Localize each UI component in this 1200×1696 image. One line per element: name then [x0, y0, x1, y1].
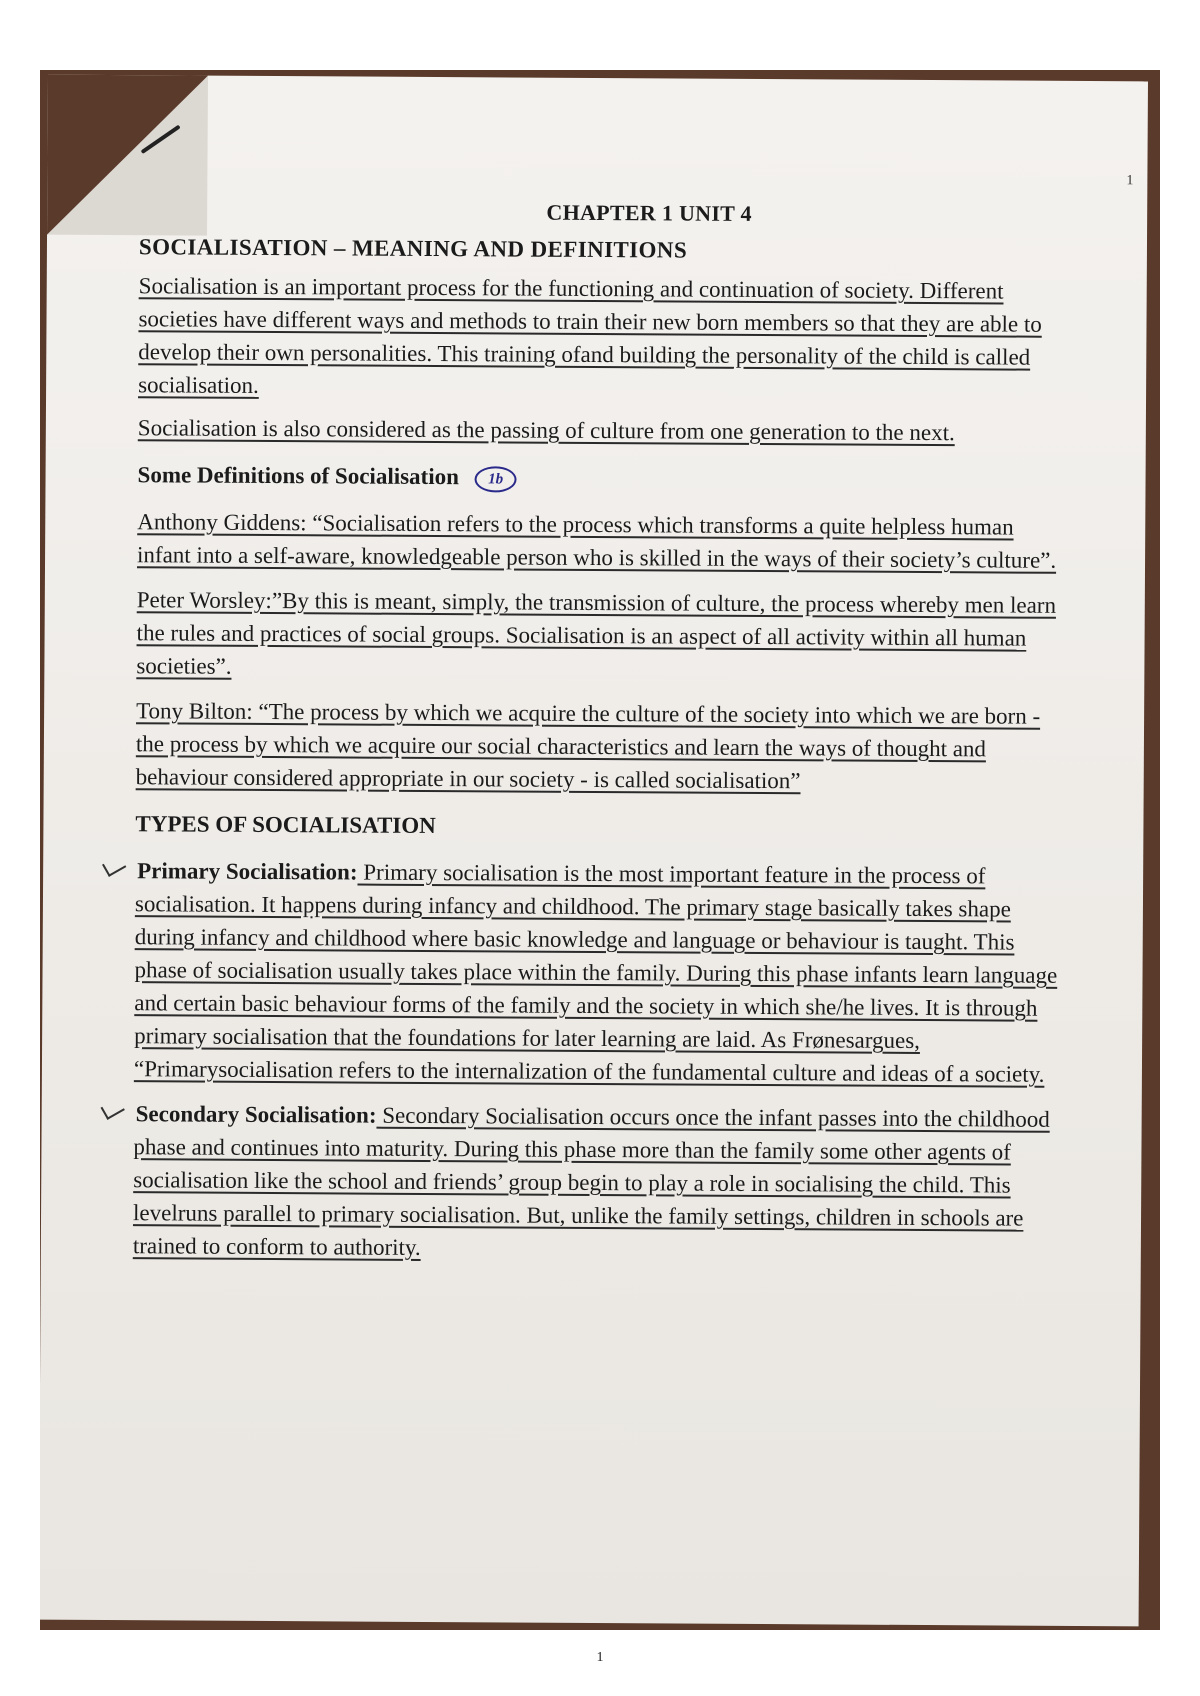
page-number-top: 1 — [1126, 173, 1134, 189]
definition-giddens: Anthony Giddens: “Socialisation refers to the process which transforms a quite helpless human infant into a self-aware, knowledgeable person who is skilled in the ways of their society’s culture”. — [137, 509, 1057, 573]
intro-paragraph-2: Socialisation is also considered as the passing of culture from one generation to the next. — [137, 415, 955, 446]
intro-paragraph-1: Socialisation is an important process for the functioning and continuation of society. Different societies have different ways and methods to train their new born members so that they are able to develop their own personalities. This training ofand building the personality of the child is called socialisation. — [138, 273, 1042, 398]
secondary-socialisation — [133, 1097, 1064, 1268]
page-title: SOCIALISATION – MEANING AND DEFINITIONS — [138, 234, 688, 263]
primary-socialisation — [134, 854, 1065, 1091]
types-heading: TYPES OF SOCIALISATION — [135, 811, 436, 839]
chapter-label: CHAPTER 1 UNIT 4 — [546, 199, 752, 226]
check-mark-icon — [102, 855, 126, 877]
page-number-bottom: 1 — [596, 1650, 604, 1665]
primary-term: Primary Socialisation: — [137, 858, 358, 885]
definitions-heading-text: Some Definitions of Socialisation — [137, 462, 460, 490]
document-sheet — [40, 75, 1148, 1627]
photo-background — [40, 70, 1160, 1630]
secondary-text: Secondary Socialisation occurs once the infant passes into the childhood phase and continues into maturity. During this phase more than the family some other agents of socialisation like the school and friends’ group begin to play a role in socialising the child. This levelruns parallel to primary socialisation. But, unlike the family settings, children in schools are trained to conform to authority. — [132, 1102, 1050, 1260]
primary-text: Primary socialisation is the most important feature in the process of socialisation. It happens during infancy and childhood. The primary stage basically takes shape during infancy and childhood where basic knowledge and language or behaviour is taught. This phase of socialisation usually takes place within the family. During this phase infants learn language and certain basic behaviour forms of the family and the society in which she/he lives. It is through primary socialisation that the foundations for later learning are laid. As Frønesargues, “Primarysocialisation refers to the internalization of the fundamental culture and ideas of a society. — [133, 859, 1058, 1087]
definition-bilton: Tony Bilton: “The process by which we acquire the culture of the society into which we are born - the process by which we acquire our social characteristics and learn the ways of thought and behaviour considered appropriate in our society - is called socialisation” — [135, 698, 1041, 794]
page-content — [133, 193, 1070, 1280]
definition-worsley: Peter Worsley:”By this is meant, simply, the transmission of culture, the process whereby men learn the rules and practices of social groups. Socialisation is an aspect of all activity within all human societies”. — [136, 587, 1057, 679]
check-mark-icon — [101, 1098, 125, 1120]
handwritten-circle-note: 1b — [475, 466, 517, 492]
definitions-heading — [137, 458, 1067, 497]
secondary-term: Secondary Socialisation: — [135, 1101, 377, 1128]
